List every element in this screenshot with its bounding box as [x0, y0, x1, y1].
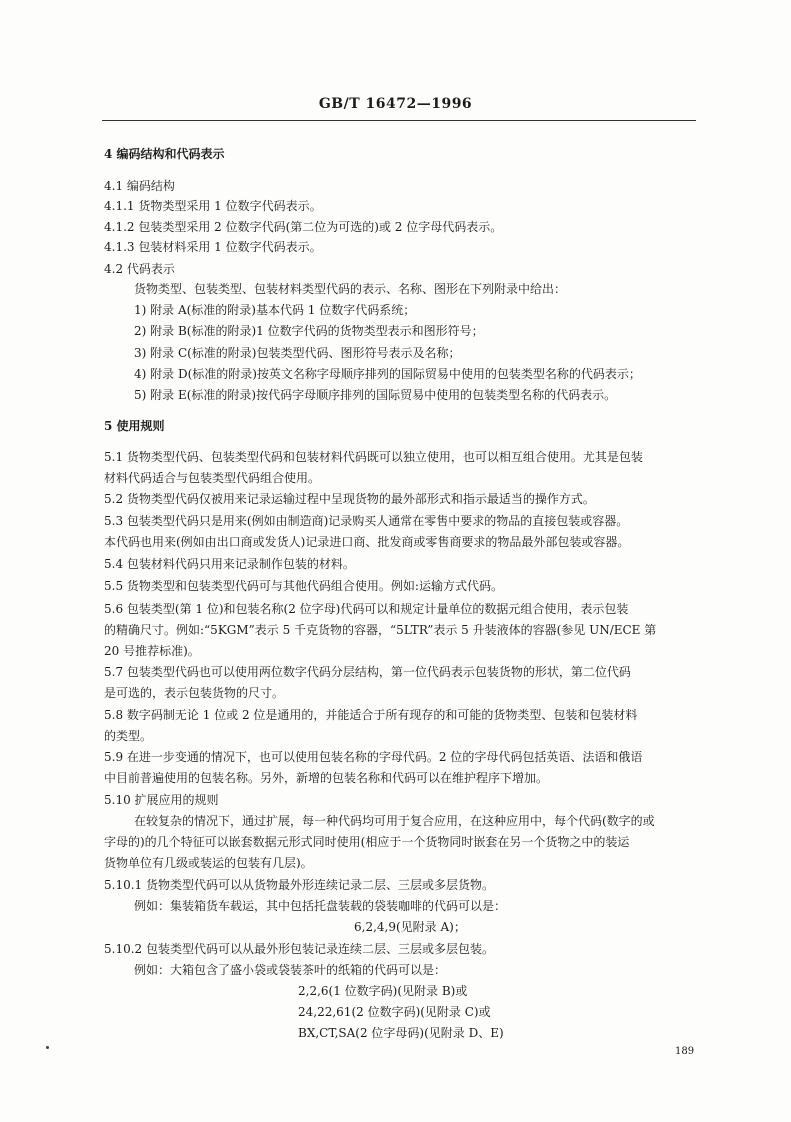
clause-4-1-1: 4.1.1 货物类型采用 1 位数字代码表示。 [104, 199, 322, 213]
example-line: 例如：集装箱货车载运，其中包括托盘装载的袋装咖啡的代码可以是： [134, 899, 507, 913]
clause-5-10-1: 5.10.1 货物类型代码可以从货物最外形连续记录二层、三层或多层货物。 [104, 878, 494, 892]
paragraph-line: 货物类型、包装类型、包装材料类型代码的表示、名称、图形在下列附录中给出： [134, 282, 567, 296]
code-example: 6,2,4,9(见附录 A)； [354, 920, 466, 934]
paragraph-line: 材料代码适合与包装类型代码组合使用。 [104, 471, 321, 485]
clause-5-1: 5.1 货物类型代码、包装类型代码和包装材料代码既可以独立使用，也可以相互组合使用。尤其是包装 [104, 450, 643, 464]
paragraph-line: 的类型。 [104, 729, 153, 743]
scan-speck [46, 1046, 49, 1049]
clause-5-6: 5.6 包装类型(第 1 位)和包装名称(2 位字母)代码可以和规定计量单位的数据元组合使用，表示包装 [104, 602, 629, 616]
standard-header: GB/T 16472—1996 [318, 96, 473, 112]
clause-5-5: 5.5 货物类型和包装类型代码可与其他代码组合使用。例如:运输方式代码。 [104, 579, 503, 593]
code-example: BX,CT,SA(2 位字母码)(见附录 D、E) [298, 1026, 504, 1040]
clause-5-7: 5.7 包装类型代码也可以使用两位数字代码分层结构，第一位代码表示包装货物的形状，第二位代码 [104, 665, 631, 679]
code-example: 2,2,6(1 位数字码)(见附录 B)或 [298, 984, 468, 998]
example-line: 例如：大箱包含了盛小袋或袋装茶叶的纸箱的代码可以是： [134, 963, 447, 977]
header-rule [102, 120, 696, 121]
clause-5-10-2: 5.10.2 包装类型代码可以从最外形包装记录连续二层、三层或多层包装。 [104, 942, 494, 956]
paragraph-line: 在较复杂的情况下，通过扩展，每一种代码均可用于复合应用，在这种应用中，每个代码(数字的或 [134, 814, 655, 828]
list-item: 5) 附录 E(标准的附录)按代码字母顺序排列的国际贸易中使用的包装类型名称的代码表示。 [134, 388, 617, 402]
clause-5-9: 5.9 在进一步变通的情况下，也可以使用包装名称的字母代码。2 位的字母代码包括英语、法语和俄语 [104, 750, 643, 764]
paragraph-line: 是可选的，表示包装货物的尺寸。 [104, 686, 285, 700]
list-item: 4) 附录 D(标准的附录)按英文名称字母顺序排列的国际贸易中使用的包装类型名称的代码表示； [134, 367, 641, 381]
clause-4-1: 4.1 编码结构 [104, 179, 175, 193]
clause-5-3: 5.3 包装类型代码只是用来(例如由制造商)记录购买人通常在零售中要求的物品的直接包装或容器。 [104, 514, 629, 528]
paragraph-line: 20 号推荐标准)。 [104, 644, 200, 658]
section-4-heading: 4 编码结构和代码表示 [104, 147, 225, 161]
paragraph-line: 中目前普遍使用的包装名称。另外，新增的包装名称和代码可以在维护程序下增加。 [104, 771, 549, 785]
clause-5-4: 5.4 包装材料代码只用来记录制作包装的材料。 [104, 557, 355, 571]
clause-4-1-2: 4.1.2 包装类型采用 2 位数字代码(第二位为可选的)或 2 位字母代码表示。 [104, 220, 503, 234]
clause-5-2: 5.2 货物类型代码仅被用来记录运输过程中呈现货物的最外部形式和指示最适当的操作方式。 [104, 492, 595, 506]
section-5-heading: 5 使用规则 [104, 419, 165, 433]
clause-5-10: 5.10 扩展应用的规则 [104, 793, 219, 807]
paragraph-line: 本代码也用来(例如由出口商或发货人)记录进口商、批发商或零售商要求的物品最外部包装或容器。 [104, 535, 630, 549]
clause-4-2: 4.2 代码表示 [104, 262, 175, 276]
list-item: 1) 附录 A(标准的附录)基本代码 1 位数字代码系统； [134, 303, 416, 317]
page-number: 189 [675, 1046, 695, 1057]
list-item: 2) 附录 B(标准的附录)1 位数字代码的货物类型表示和图形符号； [134, 324, 484, 338]
paragraph-line: 字母的)的几个特征可以嵌套数据元形式同时使用(相应于一个货物同时嵌套在另一个货物之中的装运 [104, 835, 630, 849]
paragraph-line: 货物单位有几级或装运的包装有几层)。 [104, 856, 313, 870]
clause-5-8: 5.8 数字码制无论 1 位或 2 位是通用的，并能适合于所有现存的和可能的货物类型、包装和包装材料 [104, 708, 638, 722]
code-example: 24,22,61(2 位数字码)(见附录 C)或 [298, 1005, 491, 1019]
clause-4-1-3: 4.1.3 包装材料采用 1 位数字代码表示。 [104, 240, 322, 254]
paragraph-line: 的精确尺寸。例如:“5KGM”表示 5 千克货物的容器，“5LTR”表示 5 升装液体的容器(参见 UN/ECE 第 [104, 623, 657, 637]
list-item: 3) 附录 C(标准的附录)包装类型代码、图形符号表示及名称； [134, 346, 461, 360]
